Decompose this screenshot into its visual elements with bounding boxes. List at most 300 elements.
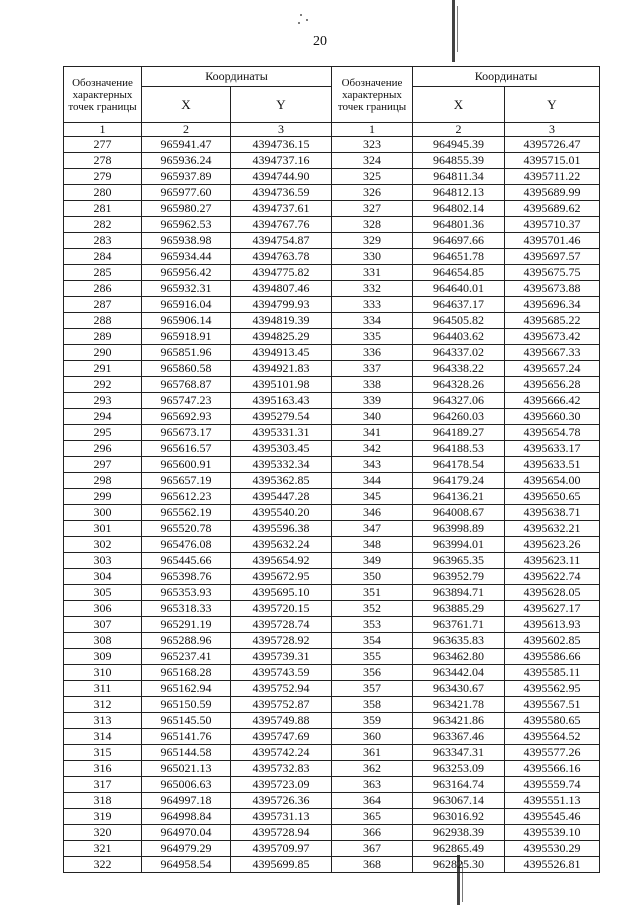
x-coordinate: 965562.19 bbox=[142, 505, 231, 521]
y-coordinate: 4395685.22 bbox=[505, 313, 600, 329]
y-coordinate: 4395540.20 bbox=[231, 505, 332, 521]
point-number: 342 bbox=[332, 441, 413, 457]
point-number: 332 bbox=[332, 281, 413, 297]
y-coordinate: 4395666.42 bbox=[505, 393, 600, 409]
x-coordinate: 965918.91 bbox=[142, 329, 231, 345]
y-coordinate: 4395654.92 bbox=[231, 553, 332, 569]
point-number: 299 bbox=[64, 489, 142, 505]
table-row bbox=[64, 793, 600, 809]
point-number: 313 bbox=[64, 713, 142, 729]
x-coordinate: 964651.78 bbox=[413, 249, 505, 265]
point-number: 321 bbox=[64, 841, 142, 857]
point-number: 356 bbox=[332, 665, 413, 681]
point-number: 337 bbox=[332, 361, 413, 377]
scan-speck bbox=[298, 22, 300, 24]
y-coordinate: 4395752.94 bbox=[231, 681, 332, 697]
table-row bbox=[64, 409, 600, 425]
point-number: 306 bbox=[64, 601, 142, 617]
point-number: 333 bbox=[332, 297, 413, 313]
y-coordinate: 4395447.28 bbox=[231, 489, 332, 505]
x-coordinate: 965476.08 bbox=[142, 537, 231, 553]
point-number: 277 bbox=[64, 137, 142, 153]
y-coordinate: 4395650.65 bbox=[505, 489, 600, 505]
table-row bbox=[64, 841, 600, 857]
x-coordinate: 965657.19 bbox=[142, 473, 231, 489]
table-row bbox=[64, 489, 600, 505]
x-coordinate: 965938.98 bbox=[142, 233, 231, 249]
x-coordinate: 965934.44 bbox=[142, 249, 231, 265]
y-coordinate: 4395586.66 bbox=[505, 649, 600, 665]
x-coordinate: 963164.74 bbox=[413, 777, 505, 793]
column-number: 3 bbox=[505, 123, 600, 137]
point-number: 348 bbox=[332, 537, 413, 553]
point-number: 365 bbox=[332, 809, 413, 825]
point-number: 312 bbox=[64, 697, 142, 713]
table-row bbox=[64, 265, 600, 281]
y-coordinate: 4394744.90 bbox=[231, 169, 332, 185]
y-coordinate: 4395654.00 bbox=[505, 473, 600, 489]
x-coordinate: 963635.83 bbox=[413, 633, 505, 649]
point-number: 324 bbox=[332, 153, 413, 169]
y-coordinate: 4395696.34 bbox=[505, 297, 600, 313]
y-coordinate: 4395673.42 bbox=[505, 329, 600, 345]
table-row bbox=[64, 553, 600, 569]
x-coordinate: 963952.79 bbox=[413, 569, 505, 585]
x-coordinate: 965288.96 bbox=[142, 633, 231, 649]
point-number: 291 bbox=[64, 361, 142, 377]
y-coordinate: 4395559.74 bbox=[505, 777, 600, 793]
table-row bbox=[64, 329, 600, 345]
x-coordinate: 964997.18 bbox=[142, 793, 231, 809]
y-coordinate: 4394736.59 bbox=[231, 185, 332, 201]
point-number: 361 bbox=[332, 745, 413, 761]
y-coordinate: 4395742.24 bbox=[231, 745, 332, 761]
table-row bbox=[64, 473, 600, 489]
point-number: 314 bbox=[64, 729, 142, 745]
point-number: 286 bbox=[64, 281, 142, 297]
x-coordinate: 965353.93 bbox=[142, 585, 231, 601]
page-number: 20 bbox=[313, 34, 327, 49]
point-number: 359 bbox=[332, 713, 413, 729]
x-coordinate: 965768.87 bbox=[142, 377, 231, 393]
point-number: 360 bbox=[332, 729, 413, 745]
y-coordinate: 4395749.88 bbox=[231, 713, 332, 729]
x-coordinate: 964505.82 bbox=[413, 313, 505, 329]
point-number: 318 bbox=[64, 793, 142, 809]
y-coordinate: 4395580.65 bbox=[505, 713, 600, 729]
coordinates-header-right: Координаты bbox=[413, 67, 600, 87]
y-coordinate: 4395695.10 bbox=[231, 585, 332, 601]
point-number: 304 bbox=[64, 569, 142, 585]
y-coordinate: 4395567.51 bbox=[505, 697, 600, 713]
y-coordinate: 4395633.17 bbox=[505, 441, 600, 457]
x-coordinate: 964328.26 bbox=[413, 377, 505, 393]
point-number: 311 bbox=[64, 681, 142, 697]
point-number: 305 bbox=[64, 585, 142, 601]
y-coordinate: 4394775.82 bbox=[231, 265, 332, 281]
point-number: 339 bbox=[332, 393, 413, 409]
y-coordinate: 4394763.78 bbox=[231, 249, 332, 265]
y-coordinate: 4395728.74 bbox=[231, 617, 332, 633]
y-coordinate: 4395596.38 bbox=[231, 521, 332, 537]
x-coordinate: 964178.54 bbox=[413, 457, 505, 473]
point-number: 283 bbox=[64, 233, 142, 249]
point-number: 367 bbox=[332, 841, 413, 857]
y-coordinate: 4395732.83 bbox=[231, 761, 332, 777]
y-coordinate: 4395623.11 bbox=[505, 553, 600, 569]
x-coordinate: 964260.03 bbox=[413, 409, 505, 425]
point-number: 368 bbox=[332, 857, 413, 873]
table-row bbox=[64, 441, 600, 457]
x-coordinate: 964640.01 bbox=[413, 281, 505, 297]
y-coordinate: 4395632.21 bbox=[505, 521, 600, 537]
table-row bbox=[64, 681, 600, 697]
x-coordinate: 965445.66 bbox=[142, 553, 231, 569]
x-coordinate: 965162.94 bbox=[142, 681, 231, 697]
y-coordinate: 4394921.83 bbox=[231, 361, 332, 377]
x-coordinate: 965860.58 bbox=[142, 361, 231, 377]
y-coordinate: 4394807.46 bbox=[231, 281, 332, 297]
x-coordinate: 964338.22 bbox=[413, 361, 505, 377]
point-number: 288 bbox=[64, 313, 142, 329]
x-coordinate: 964654.85 bbox=[413, 265, 505, 281]
point-number: 358 bbox=[332, 697, 413, 713]
x-coordinate: 962865.49 bbox=[413, 841, 505, 857]
x-coordinate: 965318.33 bbox=[142, 601, 231, 617]
x-coordinate: 964327.06 bbox=[413, 393, 505, 409]
table-row bbox=[64, 649, 600, 665]
table-row bbox=[64, 761, 600, 777]
point-number: 317 bbox=[64, 777, 142, 793]
y-coordinate: 4395602.85 bbox=[505, 633, 600, 649]
y-coordinate: 4395332.34 bbox=[231, 457, 332, 473]
table-row bbox=[64, 169, 600, 185]
x-coordinate: 965144.58 bbox=[142, 745, 231, 761]
x-coordinate: 963885.29 bbox=[413, 601, 505, 617]
point-number: 347 bbox=[332, 521, 413, 537]
y-coordinate: 4395633.51 bbox=[505, 457, 600, 473]
table-row bbox=[64, 505, 600, 521]
x-coordinate: 964403.62 bbox=[413, 329, 505, 345]
point-number: 297 bbox=[64, 457, 142, 473]
point-number: 341 bbox=[332, 425, 413, 441]
x-coordinate: 964188.53 bbox=[413, 441, 505, 457]
y-coordinate: 4395613.93 bbox=[505, 617, 600, 633]
x-coordinate: 965398.76 bbox=[142, 569, 231, 585]
x-coordinate: 965851.96 bbox=[142, 345, 231, 361]
table-row bbox=[64, 665, 600, 681]
x-coordinate: 964697.66 bbox=[413, 233, 505, 249]
point-number: 293 bbox=[64, 393, 142, 409]
table-row bbox=[64, 425, 600, 441]
scan-artifact-top bbox=[452, 0, 455, 62]
point-number: 303 bbox=[64, 553, 142, 569]
point-number: 310 bbox=[64, 665, 142, 681]
y-coordinate: 4395566.16 bbox=[505, 761, 600, 777]
x-coordinate: 962825.30 bbox=[413, 857, 505, 873]
y-coordinate: 4395551.13 bbox=[505, 793, 600, 809]
x-coordinate: 965932.31 bbox=[142, 281, 231, 297]
x-coordinate: 963894.71 bbox=[413, 585, 505, 601]
y-coordinate: 4395638.71 bbox=[505, 505, 600, 521]
y-coordinate: 4395709.97 bbox=[231, 841, 332, 857]
point-number: 329 bbox=[332, 233, 413, 249]
table-row bbox=[64, 217, 600, 233]
y-coordinate: 4395562.95 bbox=[505, 681, 600, 697]
y-coordinate: 4395331.31 bbox=[231, 425, 332, 441]
y-coordinate: 4395715.01 bbox=[505, 153, 600, 169]
table-row bbox=[64, 713, 600, 729]
table-row bbox=[64, 345, 600, 361]
point-number: 301 bbox=[64, 521, 142, 537]
x-coordinate: 965141.76 bbox=[142, 729, 231, 745]
point-designation-header-left: Обозначение характерных точек границы bbox=[64, 67, 142, 123]
point-number: 344 bbox=[332, 473, 413, 489]
y-coordinate: 4395726.36 bbox=[231, 793, 332, 809]
point-number: 315 bbox=[64, 745, 142, 761]
point-number: 334 bbox=[332, 313, 413, 329]
y-coordinate: 4395728.92 bbox=[231, 633, 332, 649]
point-number: 280 bbox=[64, 185, 142, 201]
y-coordinate: 4395585.11 bbox=[505, 665, 600, 681]
x-coordinate: 963067.14 bbox=[413, 793, 505, 809]
y-coordinate: 4395697.57 bbox=[505, 249, 600, 265]
table-row bbox=[64, 297, 600, 313]
x-coordinate: 965237.41 bbox=[142, 649, 231, 665]
y-coordinate: 4395728.94 bbox=[231, 825, 332, 841]
table-row bbox=[64, 377, 600, 393]
x-coordinate: 965600.91 bbox=[142, 457, 231, 473]
x-coordinate: 965906.14 bbox=[142, 313, 231, 329]
table-row bbox=[64, 457, 600, 473]
point-number: 282 bbox=[64, 217, 142, 233]
y-coordinate: 4394819.39 bbox=[231, 313, 332, 329]
point-number: 363 bbox=[332, 777, 413, 793]
y-coordinate: 4395720.15 bbox=[231, 601, 332, 617]
y-coordinate: 4394736.15 bbox=[231, 137, 332, 153]
x-coordinate: 965150.59 bbox=[142, 697, 231, 713]
point-number: 362 bbox=[332, 761, 413, 777]
x-coordinate: 965937.89 bbox=[142, 169, 231, 185]
x-coordinate: 964945.39 bbox=[413, 137, 505, 153]
y-coordinate: 4395163.43 bbox=[231, 393, 332, 409]
y-coordinate: 4395675.75 bbox=[505, 265, 600, 281]
x-coordinate: 965956.42 bbox=[142, 265, 231, 281]
y-coordinate: 4395623.26 bbox=[505, 537, 600, 553]
x-coordinate: 963421.86 bbox=[413, 713, 505, 729]
x-coordinate: 964337.02 bbox=[413, 345, 505, 361]
table-row bbox=[64, 777, 600, 793]
point-number: 289 bbox=[64, 329, 142, 345]
point-number: 327 bbox=[332, 201, 413, 217]
x-coordinate: 965168.28 bbox=[142, 665, 231, 681]
table-row bbox=[64, 857, 600, 873]
point-number: 300 bbox=[64, 505, 142, 521]
y-header-right: Y bbox=[505, 87, 600, 123]
y-coordinate: 4395689.62 bbox=[505, 201, 600, 217]
y-coordinate: 4395564.52 bbox=[505, 729, 600, 745]
x-coordinate: 964008.67 bbox=[413, 505, 505, 521]
y-coordinate: 4395622.74 bbox=[505, 569, 600, 585]
y-coordinate: 4395545.46 bbox=[505, 809, 600, 825]
y-coordinate: 4395279.54 bbox=[231, 409, 332, 425]
point-number: 292 bbox=[64, 377, 142, 393]
table-row bbox=[64, 201, 600, 217]
point-number: 351 bbox=[332, 585, 413, 601]
column-number: 2 bbox=[413, 123, 505, 137]
y-coordinate: 4395711.22 bbox=[505, 169, 600, 185]
point-number: 285 bbox=[64, 265, 142, 281]
point-number: 335 bbox=[332, 329, 413, 345]
scan-speck bbox=[300, 14, 302, 16]
point-number: 330 bbox=[332, 249, 413, 265]
x-coordinate: 964811.34 bbox=[413, 169, 505, 185]
point-designation-header-right: Обозначение характерных точек границы bbox=[332, 67, 413, 123]
column-number: 1 bbox=[332, 123, 413, 137]
point-number: 308 bbox=[64, 633, 142, 649]
x-coordinate: 964979.29 bbox=[142, 841, 231, 857]
x-coordinate: 964136.21 bbox=[413, 489, 505, 505]
point-number: 290 bbox=[64, 345, 142, 361]
table-row bbox=[64, 633, 600, 649]
column-number: 2 bbox=[142, 123, 231, 137]
point-number: 338 bbox=[332, 377, 413, 393]
y-coordinate: 4394799.93 bbox=[231, 297, 332, 313]
point-number: 349 bbox=[332, 553, 413, 569]
y-coordinate: 4394737.16 bbox=[231, 153, 332, 169]
table-row bbox=[64, 233, 600, 249]
x-header-right: X bbox=[413, 87, 505, 123]
x-coordinate: 963367.46 bbox=[413, 729, 505, 745]
y-coordinate: 4395667.33 bbox=[505, 345, 600, 361]
x-coordinate: 963347.31 bbox=[413, 745, 505, 761]
x-coordinate: 964179.24 bbox=[413, 473, 505, 489]
table-row bbox=[64, 729, 600, 745]
table-row bbox=[64, 569, 600, 585]
point-number: 281 bbox=[64, 201, 142, 217]
y-coordinate: 4395577.26 bbox=[505, 745, 600, 761]
y-coordinate: 4394913.45 bbox=[231, 345, 332, 361]
y-coordinate: 4395731.13 bbox=[231, 809, 332, 825]
x-header-left: X bbox=[142, 87, 231, 123]
point-number: 352 bbox=[332, 601, 413, 617]
y-coordinate: 4395627.17 bbox=[505, 601, 600, 617]
table-row bbox=[64, 137, 600, 153]
x-coordinate: 965962.53 bbox=[142, 217, 231, 233]
point-number: 364 bbox=[332, 793, 413, 809]
table-row bbox=[64, 745, 600, 761]
x-coordinate: 963421.78 bbox=[413, 697, 505, 713]
y-coordinate: 4395539.10 bbox=[505, 825, 600, 841]
y-coordinate: 4395747.69 bbox=[231, 729, 332, 745]
x-coordinate: 965006.63 bbox=[142, 777, 231, 793]
point-number: 350 bbox=[332, 569, 413, 585]
table-row bbox=[64, 617, 600, 633]
x-coordinate: 965616.57 bbox=[142, 441, 231, 457]
point-number: 316 bbox=[64, 761, 142, 777]
point-number: 298 bbox=[64, 473, 142, 489]
x-coordinate: 963016.92 bbox=[413, 809, 505, 825]
x-coordinate: 965145.50 bbox=[142, 713, 231, 729]
x-coordinate: 963442.04 bbox=[413, 665, 505, 681]
point-number: 307 bbox=[64, 617, 142, 633]
x-coordinate: 964812.13 bbox=[413, 185, 505, 201]
x-coordinate: 965977.60 bbox=[142, 185, 231, 201]
table-row bbox=[64, 393, 600, 409]
table-row bbox=[64, 809, 600, 825]
table-row bbox=[64, 185, 600, 201]
x-coordinate: 964802.14 bbox=[413, 201, 505, 217]
y-coordinate: 4395101.98 bbox=[231, 377, 332, 393]
x-coordinate: 965916.04 bbox=[142, 297, 231, 313]
point-number: 336 bbox=[332, 345, 413, 361]
x-coordinate: 963998.89 bbox=[413, 521, 505, 537]
point-number: 309 bbox=[64, 649, 142, 665]
table-row bbox=[64, 825, 600, 841]
x-coordinate: 963761.71 bbox=[413, 617, 505, 633]
x-coordinate: 963253.09 bbox=[413, 761, 505, 777]
x-coordinate: 964801.36 bbox=[413, 217, 505, 233]
x-coordinate: 963462.80 bbox=[413, 649, 505, 665]
point-number: 284 bbox=[64, 249, 142, 265]
column-number: 3 bbox=[231, 123, 332, 137]
point-number: 345 bbox=[332, 489, 413, 505]
table-row bbox=[64, 361, 600, 377]
x-coordinate: 965980.27 bbox=[142, 201, 231, 217]
table-row bbox=[64, 249, 600, 265]
point-number: 287 bbox=[64, 297, 142, 313]
x-coordinate: 964958.54 bbox=[142, 857, 231, 873]
y-coordinate: 4395699.85 bbox=[231, 857, 332, 873]
point-number: 320 bbox=[64, 825, 142, 841]
x-coordinate: 965692.93 bbox=[142, 409, 231, 425]
point-number: 302 bbox=[64, 537, 142, 553]
y-coordinate: 4395701.46 bbox=[505, 233, 600, 249]
y-coordinate: 4395303.45 bbox=[231, 441, 332, 457]
y-coordinate: 4394737.61 bbox=[231, 201, 332, 217]
y-coordinate: 4395657.24 bbox=[505, 361, 600, 377]
coordinates-header-left: Координаты bbox=[142, 67, 332, 87]
x-coordinate: 965941.47 bbox=[142, 137, 231, 153]
x-coordinate: 965021.13 bbox=[142, 761, 231, 777]
point-number: 326 bbox=[332, 185, 413, 201]
y-coordinate: 4395689.99 bbox=[505, 185, 600, 201]
y-coordinate: 4395723.09 bbox=[231, 777, 332, 793]
y-coordinate: 4395710.37 bbox=[505, 217, 600, 233]
point-number: 355 bbox=[332, 649, 413, 665]
point-number: 353 bbox=[332, 617, 413, 633]
point-number: 331 bbox=[332, 265, 413, 281]
point-number: 340 bbox=[332, 409, 413, 425]
y-coordinate: 4394754.87 bbox=[231, 233, 332, 249]
table-row bbox=[64, 601, 600, 617]
y-coordinate: 4395628.05 bbox=[505, 585, 600, 601]
y-coordinate: 4395739.31 bbox=[231, 649, 332, 665]
x-coordinate: 962938.39 bbox=[413, 825, 505, 841]
point-number: 279 bbox=[64, 169, 142, 185]
y-coordinate: 4395526.81 bbox=[505, 857, 600, 873]
point-number: 328 bbox=[332, 217, 413, 233]
point-number: 278 bbox=[64, 153, 142, 169]
point-number: 322 bbox=[64, 857, 142, 873]
x-coordinate: 964189.27 bbox=[413, 425, 505, 441]
x-coordinate: 965612.23 bbox=[142, 489, 231, 505]
x-coordinate: 965936.24 bbox=[142, 153, 231, 169]
x-coordinate: 963965.35 bbox=[413, 553, 505, 569]
y-coordinate: 4395752.87 bbox=[231, 697, 332, 713]
point-number: 343 bbox=[332, 457, 413, 473]
y-coordinate: 4394825.29 bbox=[231, 329, 332, 345]
